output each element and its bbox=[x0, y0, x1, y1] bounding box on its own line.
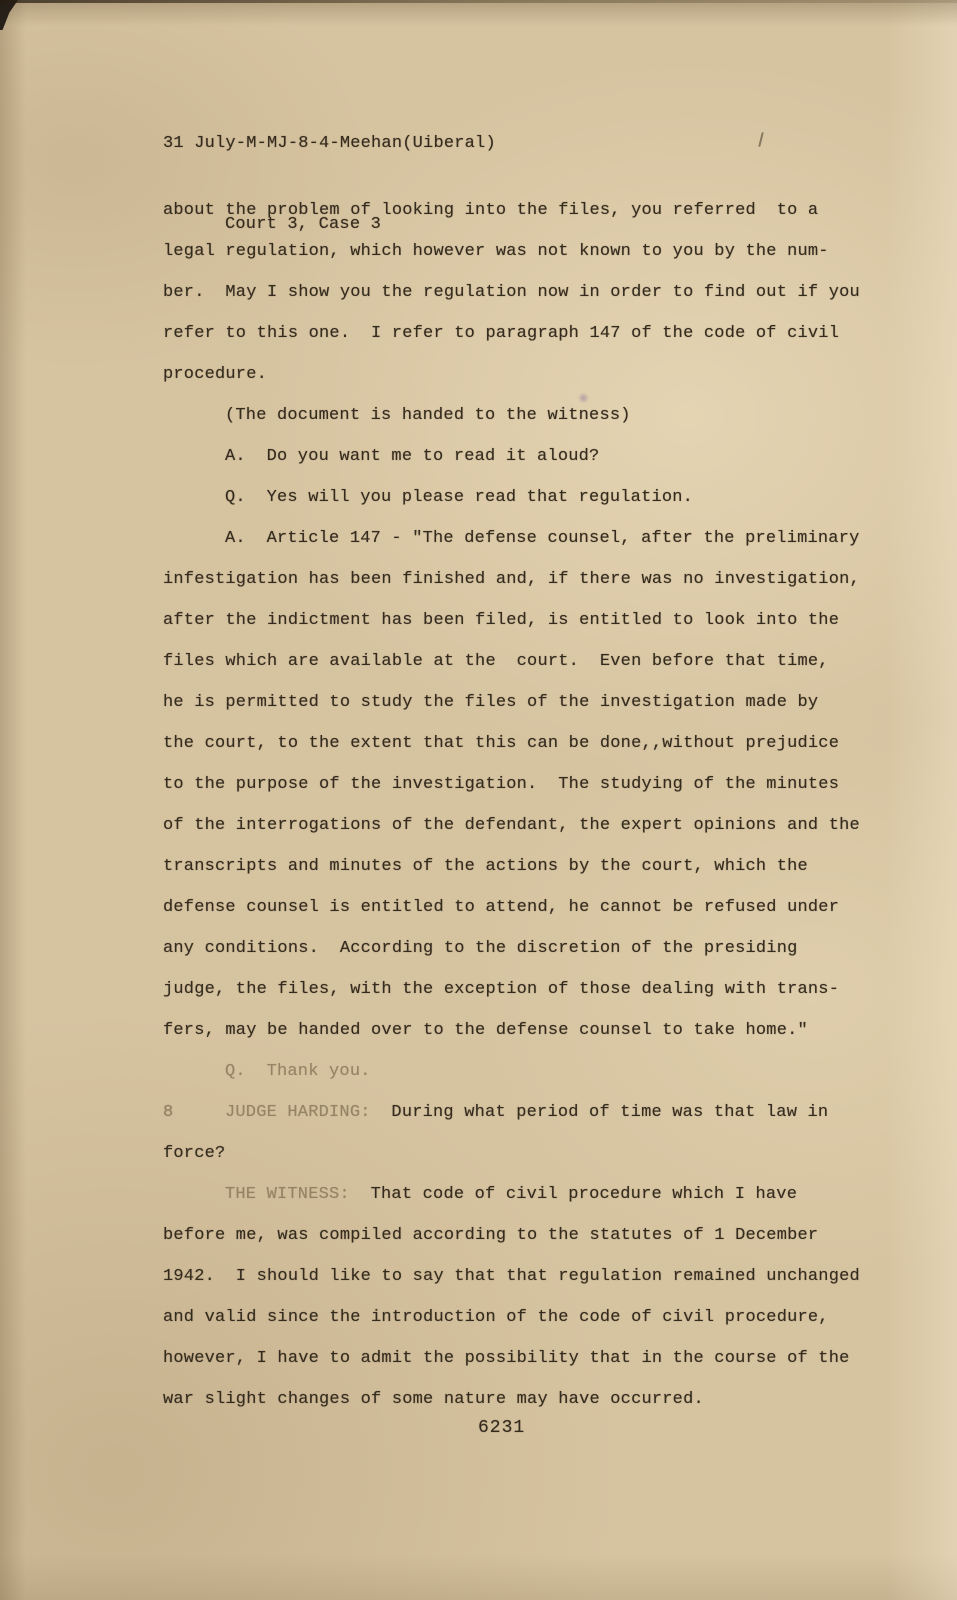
transcript-text-segment: before me, was compiled according to the statutes of 1 December bbox=[163, 1226, 819, 1245]
transcript-body bbox=[163, 190, 903, 1420]
scan-edge-shadow bbox=[0, 0, 957, 3]
margin-note: 8 bbox=[163, 1103, 174, 1122]
transcript-text-segment: transcripts and minutes of the actions by the court, which the bbox=[163, 857, 808, 876]
transcript-text-segment: THE WITNESS: bbox=[225, 1185, 350, 1204]
transcript-line bbox=[163, 559, 903, 600]
transcript-text-segment: war slight changes of some nature may have occurred. bbox=[163, 1390, 704, 1409]
transcript-line bbox=[163, 1133, 903, 1174]
transcript-line bbox=[163, 928, 903, 969]
transcript-text-segment: Q. Yes will you please read that regulation. bbox=[225, 488, 694, 507]
header-docket-line: 31 July-M-MJ-8-4-Meehan(Uiberal) bbox=[163, 134, 496, 153]
transcript-text-segment: about the problem of looking into the files, you referred to a bbox=[163, 201, 819, 220]
transcript-text-segment: he is permitted to study the files of the investigation made by bbox=[163, 693, 819, 712]
transcript-line bbox=[163, 969, 903, 1010]
transcript-line bbox=[163, 1338, 903, 1379]
transcript-line bbox=[163, 723, 903, 764]
transcript-line bbox=[163, 1051, 903, 1092]
transcript-line bbox=[163, 1010, 903, 1051]
transcript-text-segment: JUDGE HARDING: bbox=[225, 1103, 371, 1122]
transcript-text-segment: judge, the files, with the exception of those dealing with trans- bbox=[163, 980, 840, 999]
transcript-line bbox=[163, 805, 903, 846]
transcript-text-segment: force? bbox=[163, 1144, 226, 1163]
transcript-line bbox=[163, 477, 903, 518]
transcript-line bbox=[163, 231, 903, 272]
transcript-line bbox=[163, 1174, 903, 1215]
scan-corner-artifact bbox=[0, 0, 18, 30]
transcript-line bbox=[163, 272, 903, 313]
transcript-line bbox=[163, 1256, 903, 1297]
transcript-line bbox=[163, 1297, 903, 1338]
transcript-text-segment: defense counsel is entitled to attend, he cannot be refused under bbox=[163, 898, 840, 917]
page-number: 6231 bbox=[478, 1418, 526, 1438]
transcript-text-segment: fers, may be handed over to the defense counsel to take home." bbox=[163, 1021, 808, 1040]
transcript-text-segment: any conditions. According to the discretion of the presiding bbox=[163, 939, 798, 958]
transcript-line bbox=[163, 354, 903, 395]
transcript-text-segment: A. Article 147 - "The defense counsel, after the preliminary bbox=[225, 529, 860, 548]
transcript-line bbox=[163, 518, 903, 559]
transcript-text-segment: to the purpose of the investigation. The studying of the minutes bbox=[163, 775, 840, 794]
transcript-text-segment: 1942. I should like to say that that regulation remained unchanged bbox=[163, 1267, 860, 1286]
transcript-line bbox=[163, 682, 903, 723]
transcript-text-segment: (The document is handed to the witness) bbox=[225, 406, 631, 425]
transcript-line bbox=[163, 1215, 903, 1256]
transcript-text-segment: infestigation has been finished and, if there was no investigation, bbox=[163, 570, 860, 589]
transcript-text-segment: Q. Thank you. bbox=[225, 1062, 371, 1081]
transcript-text-segment: however, I have to admit the possibility that in the course of the bbox=[163, 1349, 850, 1368]
transcript-text-segment: During what period of time was that law in bbox=[370, 1103, 829, 1122]
pen-tick-mark bbox=[758, 132, 764, 147]
transcript-line bbox=[163, 313, 903, 354]
transcript-line bbox=[163, 887, 903, 928]
transcript-text-segment: A. Do you want me to read it aloud? bbox=[225, 447, 600, 466]
transcript-text-segment: ber. May I show you the regulation now in order to find out if you bbox=[163, 283, 860, 302]
transcript-text-segment: That code of civil procedure which I have bbox=[349, 1185, 798, 1204]
transcript-line bbox=[163, 395, 903, 436]
transcript-line bbox=[163, 600, 903, 641]
transcript-text-segment: procedure. bbox=[163, 365, 268, 384]
transcript-line bbox=[163, 641, 903, 682]
transcript-line bbox=[163, 1379, 903, 1420]
transcript-text-segment: after the indictment has been filed, is entitled to look into the bbox=[163, 611, 840, 630]
transcript-line bbox=[163, 846, 903, 887]
transcript-text-segment: the court, to the extent that this can be done,,without prejudice bbox=[163, 734, 840, 753]
transcript-line bbox=[163, 1092, 903, 1133]
transcript-line bbox=[163, 436, 903, 477]
header-court-case-line: Court 3, Case 3 bbox=[225, 215, 382, 234]
transcript-text-segment: files which are available at the court. Even before that time, bbox=[163, 652, 829, 671]
transcript-text-segment: legal regulation, which however was not known to you by the num- bbox=[163, 242, 829, 261]
transcript-text-segment: of the interrogations of the defendant, the expert opinions and the bbox=[163, 816, 860, 835]
transcript-text-segment: and valid since the introduction of the code of civil procedure, bbox=[163, 1308, 829, 1327]
transcript-text-segment: refer to this one. I refer to paragraph 147 of the code of civil bbox=[163, 324, 840, 343]
transcript-line bbox=[163, 764, 903, 805]
transcript-line bbox=[163, 190, 903, 231]
